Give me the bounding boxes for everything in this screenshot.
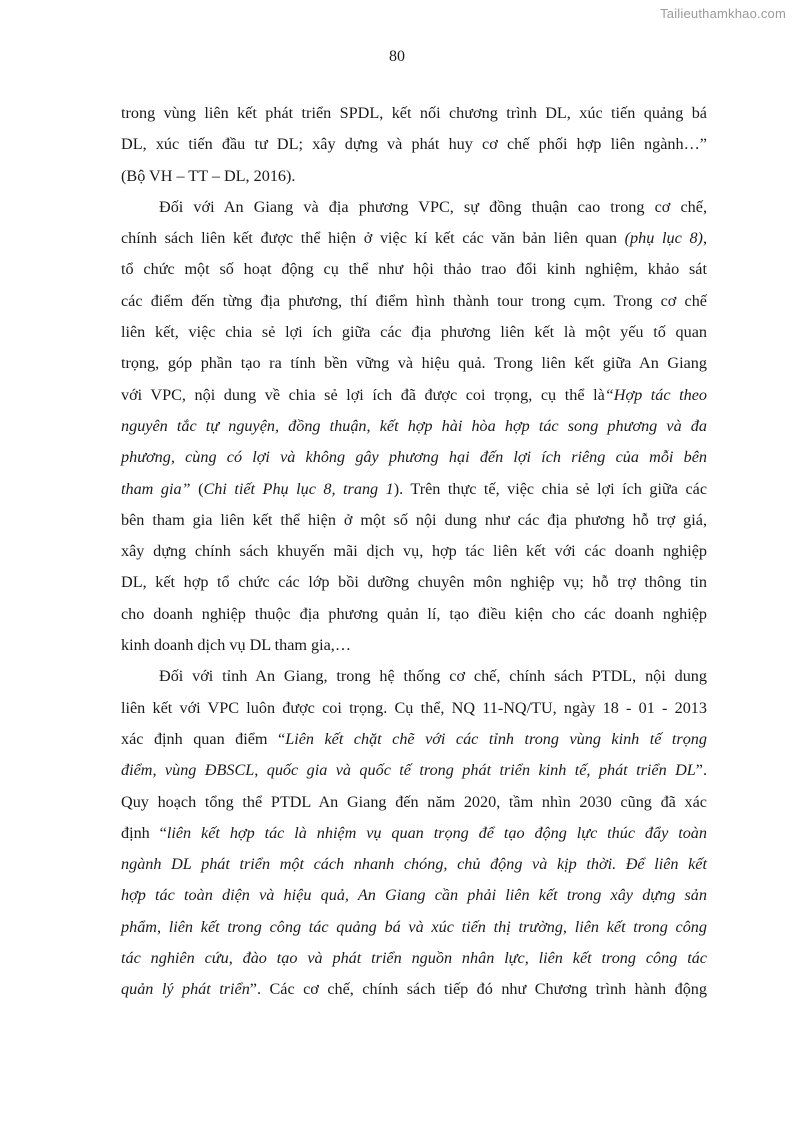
text-segment: Quy hoạch tổng thể PTDL An Giang đến năm 2020, tầm nhìn 2030 cũng đã xác xyxy=(121,792,707,811)
text-segment: tổ chức một số hoạt động cụ thể như hội thảo trao đổi kinh nghiệm, khảo sát xyxy=(121,260,707,279)
text-line xyxy=(121,724,707,755)
text-line xyxy=(121,567,707,598)
text-segment: định “ xyxy=(121,823,167,842)
text-line xyxy=(121,223,707,254)
text-line xyxy=(121,599,707,630)
italic-text: tham gia” xyxy=(121,479,191,498)
italic-text: điểm, vùng ĐBSCL, quốc gia và quốc tế trong phát triển kinh tế, phát triển DL xyxy=(121,761,696,780)
text-line xyxy=(121,693,707,724)
text-segment: xây dựng chính sách khuyến mãi dịch vụ, hợp tác liên kết với các doanh nghiệp xyxy=(121,542,707,561)
italic-text: Chi tiết Phụ lục 8, trang 1 xyxy=(203,479,394,498)
text-segment: trong vùng liên kết phát triển SPDL, kết nối chương trình DL, xúc tiến quảng bá xyxy=(121,104,707,122)
text-segment: Đối với tỉnh An Giang, trong hệ thống cơ chế, chính sách PTDL, nội dung xyxy=(159,667,707,686)
text-segment: xác định quan điểm “ xyxy=(121,729,286,748)
text-line xyxy=(121,880,707,911)
italic-text: (phụ lục 8) xyxy=(624,229,703,248)
page-number: 80 xyxy=(389,48,405,65)
text-line xyxy=(121,661,707,692)
italic-text: liên kết hợp tác là nhiệm vụ quan trọng để tạo động lực thúc đẩy toàn xyxy=(166,823,707,842)
text-segment: cho doanh nghiệp thuộc địa phương quản lí, tạo điều kiện cho các doanh nghiệp xyxy=(121,604,707,623)
text-segment: ). Trên thực tế, việc chia sẻ lợi ích giữa các xyxy=(393,479,708,498)
text-line xyxy=(121,161,707,192)
italic-text: ngành DL phát triển một cách nhanh chóng, chủ động và kịp thời. Để liên kết xyxy=(121,855,707,874)
text-line xyxy=(121,755,707,786)
italic-text: hợp tác toàn diện và hiệu quả, An Giang cần phải liên kết trong xây dựng sản xyxy=(121,886,707,905)
document-body xyxy=(121,98,707,1006)
italic-text: tác nghiên cứu, đào tạo và phát triển nguồn nhân lực, liên kết trong công tác xyxy=(121,949,707,968)
text-line xyxy=(121,348,707,379)
text-line xyxy=(121,380,707,411)
text-line xyxy=(121,505,707,536)
italic-text: phẩm, liên kết trong công tác quảng bá và xúc tiến thị trường, liên kết trong công xyxy=(121,917,707,936)
text-segment: kinh doanh dịch vụ DL tham gia,… xyxy=(121,636,352,655)
text-segment: chính sách liên kết được thể hiện ở việc kí kết các văn bản liên quan xyxy=(121,229,625,248)
text-line xyxy=(121,818,707,849)
text-segment: ”. xyxy=(695,761,707,780)
text-line xyxy=(121,98,707,129)
text-line xyxy=(121,254,707,285)
text-line xyxy=(121,474,707,505)
text-line xyxy=(121,974,707,1005)
text-line xyxy=(121,442,707,473)
text-line xyxy=(121,943,707,974)
text-line xyxy=(121,536,707,567)
text-line xyxy=(121,787,707,818)
italic-text: “Hợp tác theo xyxy=(604,385,707,404)
text-line xyxy=(121,630,707,661)
text-segment: ”. Các cơ chế, chính sách tiếp đó như Chương trình hành động xyxy=(249,980,707,999)
text-segment: DL, kết hợp tổ chức các lớp bồi dưỡng chuyên môn nghiệp vụ; hỗ trợ thông tin xyxy=(121,573,707,592)
text-segment: với VPC, nội dung về chia sẻ lợi ích đã được coi trọng, cụ thể là xyxy=(121,385,605,404)
italic-text: quản lý phát triển xyxy=(121,980,250,999)
text-segment: (Bộ VH – TT – DL, 2016). xyxy=(121,166,296,185)
text-segment: , xyxy=(702,229,707,248)
text-line xyxy=(121,286,707,317)
text-segment: các điểm đến từng địa phương, thí điểm hình thành tour trong cụm. Trong cơ chế xyxy=(121,291,707,310)
italic-text: Liên kết chặt chẽ với các tỉnh trong vùng kinh tế trọng xyxy=(285,729,707,748)
text-segment: bên tham gia liên kết thể hiện ở một số nội dung như các địa phương hỗ trợ giá, xyxy=(121,510,707,529)
watermark: Tailieuthamkhao.com xyxy=(660,6,786,21)
text-line xyxy=(121,192,707,223)
text-segment: liên kết với VPC luôn được coi trọng. Cụ thể, NQ 11-NQ/TU, ngày 18 - 01 - 2013 xyxy=(121,698,707,717)
text-line xyxy=(121,912,707,943)
text-segment: ( xyxy=(190,479,204,498)
italic-text: nguyên tắc tự nguyện, đồng thuận, kết hợp hài hòa hợp tác song phương và đa xyxy=(121,416,707,435)
text-line xyxy=(121,129,707,160)
text-segment: Đối với An Giang và địa phương VPC, sự đồng thuận cao trong cơ chế, xyxy=(159,197,707,216)
text-line xyxy=(121,317,707,348)
text-segment: DL, xúc tiến đầu tư DL; xây dựng và phát huy cơ chế phối hợp liên ngành…” xyxy=(121,135,707,154)
text-line xyxy=(121,849,707,880)
italic-text: phương, cùng có lợi và không gây phương hại đến lợi ích riêng của mỗi bên xyxy=(121,448,707,467)
text-line xyxy=(121,411,707,442)
text-segment: trọng, góp phần tạo ra tính bền vững và hiệu quả. Trong liên kết giữa An Giang xyxy=(121,354,707,373)
text-segment: liên kết, việc chia sẻ lợi ích giữa các địa phương liên kết là một yếu tố quan xyxy=(121,323,707,342)
